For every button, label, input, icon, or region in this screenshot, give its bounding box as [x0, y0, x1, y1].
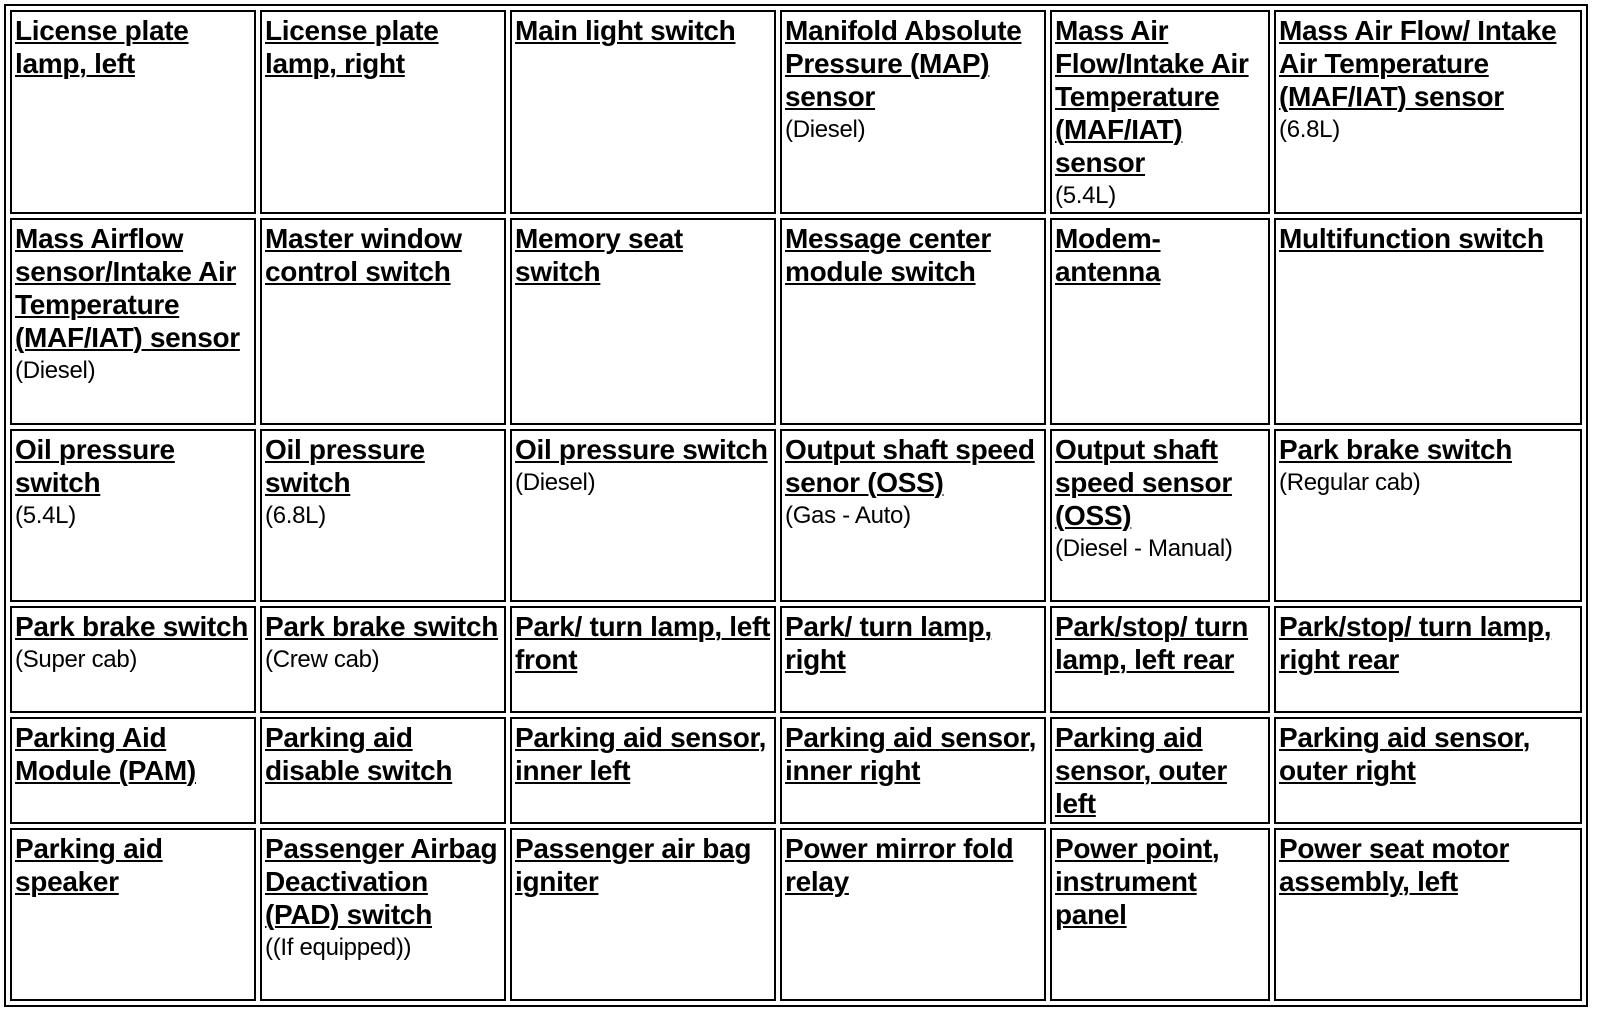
component-link[interactable]: License plate lamp, left: [15, 15, 189, 79]
component-note: (Super cab): [15, 646, 138, 673]
component-link[interactable]: Park/ turn lamp, left front: [515, 611, 771, 675]
table-cell: [10, 429, 256, 602]
component-note: (Diesel): [515, 469, 596, 496]
component-note: (6.8L): [265, 502, 326, 529]
component-link[interactable]: Parking aid sensor, inner left: [515, 722, 767, 786]
component-note: (5.4L): [15, 502, 76, 529]
component-link[interactable]: Output shaft speed senor (OSS): [785, 434, 1035, 498]
table-cell: [510, 828, 776, 1001]
table-row: [10, 606, 1582, 713]
table-cell: [780, 218, 1046, 425]
component-link[interactable]: Power mirror fold relay: [785, 833, 1014, 897]
table-row: [10, 10, 1582, 214]
table-cell: [260, 606, 506, 713]
table-cell: [1274, 717, 1582, 824]
table-cell: [1274, 218, 1582, 425]
component-link[interactable]: Mass Airflow sensor/Intake Air Temperature (MAF/IAT) sensor: [15, 223, 240, 353]
component-note: ((If equipped)): [265, 934, 412, 961]
component-note: (Diesel - Manual): [1055, 535, 1233, 562]
component-index-body: [10, 10, 1582, 1001]
component-link[interactable]: Memory seat switch: [515, 223, 683, 287]
component-link[interactable]: Passenger Airbag Deactivation (PAD) switch: [265, 833, 498, 930]
component-link[interactable]: Passenger air bag igniter: [515, 833, 752, 897]
table-cell: [1050, 10, 1270, 214]
component-index-table: [4, 4, 1588, 1007]
table-cell: [1274, 10, 1582, 214]
component-note: (Regular cab): [1279, 469, 1421, 496]
table-cell: [1050, 429, 1270, 602]
component-note: (6.8L): [1279, 116, 1340, 143]
component-link[interactable]: Master window control switch: [265, 223, 462, 287]
component-link[interactable]: Main light switch: [515, 15, 736, 46]
component-link[interactable]: Oil pressure switch: [515, 434, 768, 465]
table-cell: [10, 606, 256, 713]
component-link[interactable]: Park/stop/ turn lamp, right rear: [1279, 611, 1552, 675]
component-link[interactable]: Parking Aid Module (PAM): [15, 722, 196, 786]
component-link[interactable]: Oil pressure switch: [265, 434, 425, 498]
component-note: (Crew cab): [265, 646, 380, 673]
component-link[interactable]: Park brake switch: [1279, 434, 1513, 465]
component-link[interactable]: Output shaft speed sensor (OSS): [1055, 434, 1232, 531]
table-row: [10, 218, 1582, 425]
component-link[interactable]: Parking aid disable switch: [265, 722, 453, 786]
table-cell: [510, 429, 776, 602]
component-note: (5.4L): [1055, 182, 1116, 209]
table-cell: [510, 218, 776, 425]
component-link[interactable]: Manifold Absolute Pressure (MAP) sensor: [785, 15, 1022, 112]
component-link[interactable]: Power point, instrument panel: [1055, 833, 1220, 930]
component-note: (Gas - Auto): [785, 502, 911, 529]
table-cell: [10, 828, 256, 1001]
table-cell: [10, 218, 256, 425]
table-cell: [260, 828, 506, 1001]
table-cell: [10, 717, 256, 824]
component-link[interactable]: License plate lamp, right: [265, 15, 439, 79]
table-cell: [1274, 429, 1582, 602]
component-link[interactable]: Parking aid speaker: [15, 833, 163, 897]
table-cell: [1050, 218, 1270, 425]
component-link[interactable]: Park/stop/ turn lamp, left rear: [1055, 611, 1249, 675]
table-cell: [780, 717, 1046, 824]
table-row: [10, 717, 1582, 824]
component-link[interactable]: Multifunction switch: [1279, 223, 1544, 254]
component-note: (Diesel): [15, 357, 96, 384]
table-cell: [1050, 606, 1270, 713]
component-link[interactable]: Mass Air Flow/ Intake Air Temperature (MAF/IAT) sensor: [1279, 15, 1557, 112]
component-link[interactable]: Park brake switch: [15, 611, 249, 642]
table-cell: [780, 828, 1046, 1001]
table-cell: [510, 10, 776, 214]
component-link[interactable]: Oil pressure switch: [15, 434, 175, 498]
table-cell: [510, 717, 776, 824]
component-link[interactable]: Park brake switch: [265, 611, 499, 642]
component-note: (Diesel): [785, 116, 866, 143]
table-cell: [260, 717, 506, 824]
table-cell: [1050, 717, 1270, 824]
table-cell: [1050, 828, 1270, 1001]
table-cell: [260, 10, 506, 214]
table-cell: [780, 606, 1046, 713]
component-link[interactable]: Modem-antenna: [1055, 223, 1161, 287]
component-link[interactable]: Parking aid sensor, inner right: [785, 722, 1037, 786]
table-cell: [780, 429, 1046, 602]
component-link[interactable]: Power seat motor assembly, left: [1279, 833, 1510, 897]
table-cell: [260, 218, 506, 425]
table-cell: [780, 10, 1046, 214]
table-cell: [10, 10, 256, 214]
table-row: [10, 828, 1582, 1001]
component-link[interactable]: Parking aid sensor, outer right: [1279, 722, 1531, 786]
component-link[interactable]: Park/ turn lamp, right: [785, 611, 992, 675]
component-link[interactable]: Parking aid sensor, outer left: [1055, 722, 1227, 819]
table-cell: [1274, 606, 1582, 713]
table-cell: [260, 429, 506, 602]
component-link[interactable]: Message center module switch: [785, 223, 991, 287]
table-cell: [510, 606, 776, 713]
table-cell: [1274, 828, 1582, 1001]
table-row: [10, 429, 1582, 602]
component-link[interactable]: Mass Air Flow/Intake Air Temperature (MAF/IAT) sensor: [1055, 15, 1249, 178]
